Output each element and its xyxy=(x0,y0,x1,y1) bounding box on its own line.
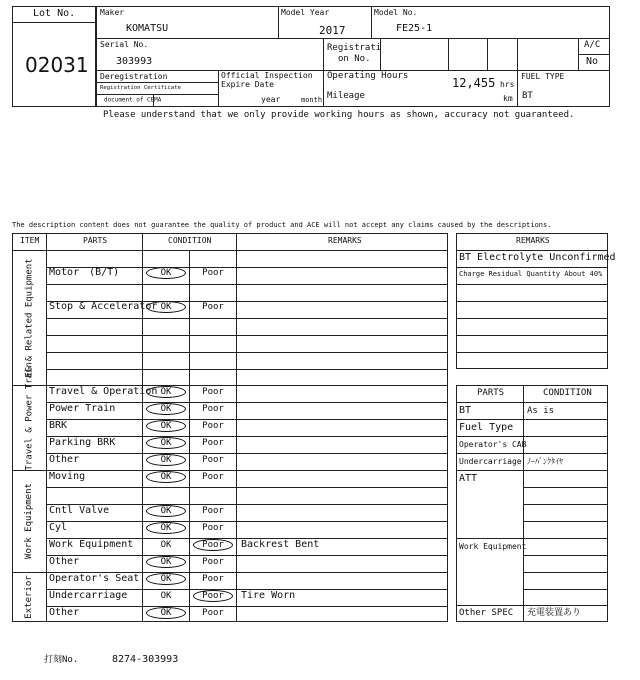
serial-label: Serial No. xyxy=(100,40,149,49)
col-remarks-header: REMARKS xyxy=(328,236,362,245)
ok-marker: OK xyxy=(146,454,186,466)
ok-marker: OK xyxy=(146,267,186,279)
divider xyxy=(487,38,488,70)
poor-marker: Poor xyxy=(202,404,224,414)
ac-value: No xyxy=(586,56,599,67)
part-bt: BT xyxy=(459,405,472,416)
divider xyxy=(456,453,608,454)
divider xyxy=(448,38,449,70)
divider xyxy=(523,504,608,505)
poor-marker: Poor xyxy=(202,472,224,482)
remark-line-1: BT Electrolyte Unconfirmed xyxy=(459,252,616,263)
row-divider xyxy=(46,606,448,607)
fuel-type-value: BT xyxy=(522,91,533,101)
cema-document-label: document of CEMA xyxy=(104,96,162,103)
row-part-label: Cntl Valve xyxy=(49,505,110,516)
condition-header: CONDITION xyxy=(543,388,592,398)
divider xyxy=(456,250,608,251)
part-other-spec: Other SPEC xyxy=(459,608,514,618)
ok-marker: OK xyxy=(146,301,186,313)
inspection-label-2: Expire Date xyxy=(221,80,274,89)
row-divider xyxy=(46,419,448,420)
row-divider xyxy=(46,352,448,353)
divider xyxy=(456,605,608,606)
model-no-label: Model No. xyxy=(374,8,418,17)
poor-marker: Poor xyxy=(202,387,224,397)
poor-marker: Poor xyxy=(202,421,224,431)
ok-marker: OK xyxy=(146,471,186,483)
part-att: ATT xyxy=(459,473,478,484)
poor-marker: Poor xyxy=(202,608,224,618)
row-part-label: Motor (B/T) xyxy=(49,267,120,278)
poor-marker: Poor xyxy=(193,539,233,551)
divider xyxy=(218,70,219,107)
row-part-label: Moving xyxy=(49,471,86,482)
ac-label: A/C xyxy=(584,40,601,50)
inspection-label: Official Inspection xyxy=(221,71,313,80)
stamp-number-label: 打刻No. xyxy=(44,655,79,665)
section-label: Work Equipment xyxy=(24,483,34,559)
divider xyxy=(456,352,608,353)
divider xyxy=(456,470,608,471)
row-part-label: Other xyxy=(49,607,80,618)
divider xyxy=(12,250,448,251)
year-unit: year xyxy=(261,95,281,104)
row-divider xyxy=(46,318,448,319)
row-part-label: Other xyxy=(49,454,80,465)
working-hours-notice: Please understand that we only provide working hours as shown, accuracy not guaranteed. xyxy=(103,110,575,120)
cond-bt: As is xyxy=(527,406,555,416)
poor-marker: Poor xyxy=(202,523,224,533)
row-divider xyxy=(46,335,448,336)
divider xyxy=(523,487,608,488)
row-part-label: Cyl xyxy=(49,522,68,533)
poor-marker: Poor xyxy=(193,590,233,602)
divider xyxy=(236,233,237,622)
row-part-label: Power Train xyxy=(49,403,116,414)
operating-hours-label: Operating Hours xyxy=(327,71,409,81)
ok-marker: OK xyxy=(146,556,186,568)
row-divider xyxy=(46,453,448,454)
divider xyxy=(456,318,608,319)
divider xyxy=(371,6,372,38)
registration-label-2: on No. xyxy=(338,54,371,64)
quality-disclaimer: The description content does not guarantee the quality of product and ACE will not accept any claims caused by the descriptions. xyxy=(12,221,552,229)
row-part-label: Other xyxy=(49,556,80,567)
registration-label: Registrati xyxy=(327,43,382,53)
divider xyxy=(96,82,218,83)
divider xyxy=(523,589,608,590)
parts-header: PARTS xyxy=(477,388,505,398)
poor-marker: Poor xyxy=(202,268,224,278)
part-undercarriage: Undercarriage xyxy=(459,457,522,466)
poor-marker: Poor xyxy=(202,455,224,465)
divider xyxy=(578,54,610,55)
row-part-label: Stop & Accelerator xyxy=(49,301,158,312)
serial-value: 303993 xyxy=(116,56,153,67)
fuel-type-label: FUEL TYPE xyxy=(521,72,565,81)
divider xyxy=(456,267,608,268)
row-part-label: BRK xyxy=(49,420,68,431)
ok-marker: OK xyxy=(160,540,172,550)
ok-marker: OK xyxy=(146,505,186,517)
month-unit: month xyxy=(301,96,323,104)
col-parts-header: PARTS xyxy=(83,236,108,245)
row-divider xyxy=(46,487,448,488)
divider xyxy=(456,538,608,539)
maker-label: Maker xyxy=(100,8,125,17)
divider xyxy=(96,94,218,95)
row-part-label: Work Equipment xyxy=(49,539,134,550)
divider xyxy=(517,38,518,107)
ok-marker: OK xyxy=(146,607,186,619)
row-divider xyxy=(46,555,448,556)
registration-certificate-label: Registration Certificate xyxy=(100,84,181,91)
divider xyxy=(456,419,608,420)
col-condition-header: CONDITION xyxy=(168,236,212,245)
divider xyxy=(578,38,579,70)
model-year-label: Model Year xyxy=(281,8,330,17)
row-part-label: Travel & Operation xyxy=(49,386,158,397)
deregistration-label: Deregistration xyxy=(100,72,168,81)
row-part-label: Undercarriage xyxy=(49,590,128,601)
poor-marker: Poor xyxy=(202,302,224,312)
divider xyxy=(278,6,279,38)
stamp-number-value: 8274-303993 xyxy=(112,654,179,665)
divider xyxy=(96,38,610,39)
ok-marker: OK xyxy=(146,420,186,432)
divider xyxy=(142,233,143,622)
divider xyxy=(523,521,608,522)
part-work-equipment: Work Equipment xyxy=(459,542,527,551)
divider xyxy=(12,22,96,23)
row-part-label: Operator's Seat xyxy=(49,573,140,584)
lot-number: 02031 xyxy=(25,53,89,77)
maker-value: KOMATSU xyxy=(126,23,169,34)
row-part-label: Parking BRK xyxy=(49,437,116,448)
divider xyxy=(456,284,608,285)
section-label: EG & Related Equipment xyxy=(24,257,34,378)
km-unit: km xyxy=(503,94,513,103)
row-divider xyxy=(46,369,448,370)
divider xyxy=(456,436,608,437)
row-remark: Backrest Bent xyxy=(241,539,320,550)
remarks-header: REMARKS xyxy=(516,236,550,245)
divider xyxy=(323,38,324,107)
divider xyxy=(456,301,608,302)
cond-other-spec: 充電装置あり xyxy=(527,608,582,618)
divider xyxy=(523,572,608,573)
mileage-label: Mileage xyxy=(327,91,365,101)
ok-marker: OK xyxy=(146,386,186,398)
row-divider xyxy=(46,521,448,522)
divider xyxy=(456,335,608,336)
divider xyxy=(456,402,608,403)
poor-marker: Poor xyxy=(202,506,224,516)
operating-hours-value: 12,455 xyxy=(452,76,496,90)
col-item-header: ITEM xyxy=(20,236,40,245)
poor-marker: Poor xyxy=(202,574,224,584)
row-remark: Tire Worn xyxy=(241,590,296,601)
model-year-value: 2017 xyxy=(319,24,346,37)
part-fuel-type: Fuel Type xyxy=(459,422,514,433)
part-operator-cab: Operator's CAB xyxy=(459,440,527,449)
section-label: Travel & Power Train xyxy=(24,361,34,470)
ok-marker: OK xyxy=(146,437,186,449)
lot-label: Lot No. xyxy=(33,8,76,19)
section-label: Exterior xyxy=(24,575,34,619)
ok-marker: OK xyxy=(146,403,186,415)
remark-line-2: Charge Residual Quantity About 40% xyxy=(459,270,603,278)
divider xyxy=(523,555,608,556)
ok-marker: OK xyxy=(146,522,186,534)
divider xyxy=(46,233,47,622)
poor-marker: Poor xyxy=(202,438,224,448)
poor-marker: Poor xyxy=(202,557,224,567)
cond-undercarriage: ﾉｰﾊﾞﾝｸﾀｲﾔ xyxy=(527,457,563,466)
row-divider xyxy=(46,284,448,285)
ok-marker: OK xyxy=(160,591,172,601)
model-no-value: FE25-1 xyxy=(396,23,433,34)
ok-marker: OK xyxy=(146,573,186,585)
hrs-unit: hrs xyxy=(500,80,515,89)
